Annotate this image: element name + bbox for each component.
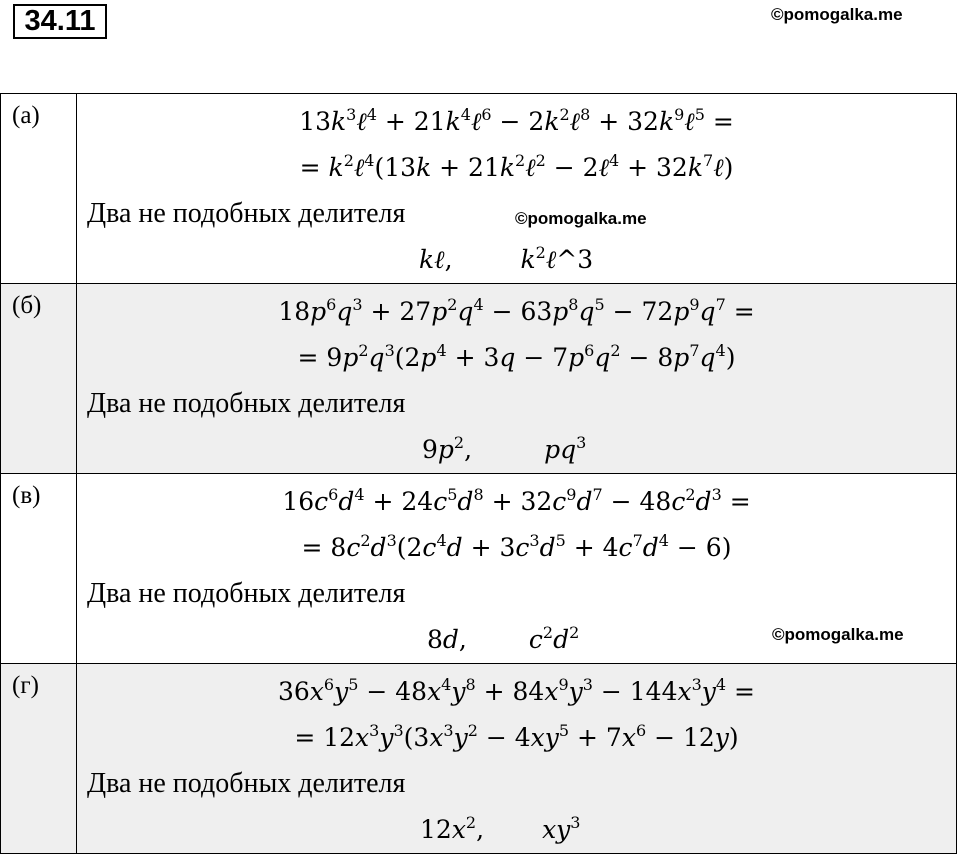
expression-line: $36x^6y^5 - 48x^4y^8 + 84x^9y^3 - 144x^3y^4$ =: [277, 675, 756, 706]
factored-line: = $8c^2d^3(2c^4d + 3c^3d^5 + 4c^7d^4 - 6)$: [301, 531, 732, 562]
divisors-line: $9p^2$, $pq^3$: [422, 433, 587, 464]
watermark-row-v: ©pomogalka.me: [772, 625, 904, 644]
row-label: (г): [1, 664, 77, 854]
divisors-line: $12x^2$, $xy^3$: [420, 813, 581, 844]
expression-line: $18p^6q^3 + 27p^2q^4 - 63p^8q^5 - 72p^9q^7$ =: [278, 295, 755, 326]
expression-line: $13k^3\ell^4$ + $21k^4\ell^6$ − $2k^2\ell^8$ + $32k^9\ell^5$ =: [299, 105, 734, 136]
divisors-line: kℓ, $k^2\ell\^{}3$: [419, 243, 594, 274]
factored-line: = $k^2\ell^4(13k$ + $21k^2\ell^2$ − 2ℓ$^4$ + $32k^7\ell$): [299, 151, 734, 182]
problem-number: 34.11: [13, 4, 107, 39]
row-content: [77, 94, 957, 284]
divisors-caption: Два не подобных делителя: [87, 578, 406, 609]
watermark-row-a: ©pomogalka.me: [515, 209, 647, 228]
answer-table: [0, 93, 957, 854]
expression-line: $16c^6d^4 + 24c^5d^8 + 32c^9d^7 - 48c^2d^3$ =: [282, 485, 751, 516]
table-row-b: [1, 284, 957, 474]
table-row-g: [1, 664, 957, 854]
divisors-caption: Два не подобных делителя: [87, 198, 406, 229]
divisors-caption: Два не подобных делителя: [87, 768, 406, 799]
row-content: [77, 284, 957, 474]
divisors-line: 8d, $c^2d^2$: [427, 623, 580, 654]
row-content: [77, 664, 957, 854]
factored-line: = $12x^3y^3(3x^3y^2 - 4xy^5 + 7x^6 - 12y)$: [294, 721, 739, 752]
divisors-caption: Два не подобных делителя: [87, 388, 406, 419]
row-label: (в): [1, 474, 77, 664]
row-label: (б): [1, 284, 77, 474]
row-label: (а): [1, 94, 77, 284]
table-row-a: [1, 94, 957, 284]
watermark-top: ©pomogalka.me: [771, 5, 903, 24]
factored-line: = $9p^2q^3(2p^4 + 3q - 7p^6q^2 - 8p^7q^4)$: [297, 341, 736, 372]
